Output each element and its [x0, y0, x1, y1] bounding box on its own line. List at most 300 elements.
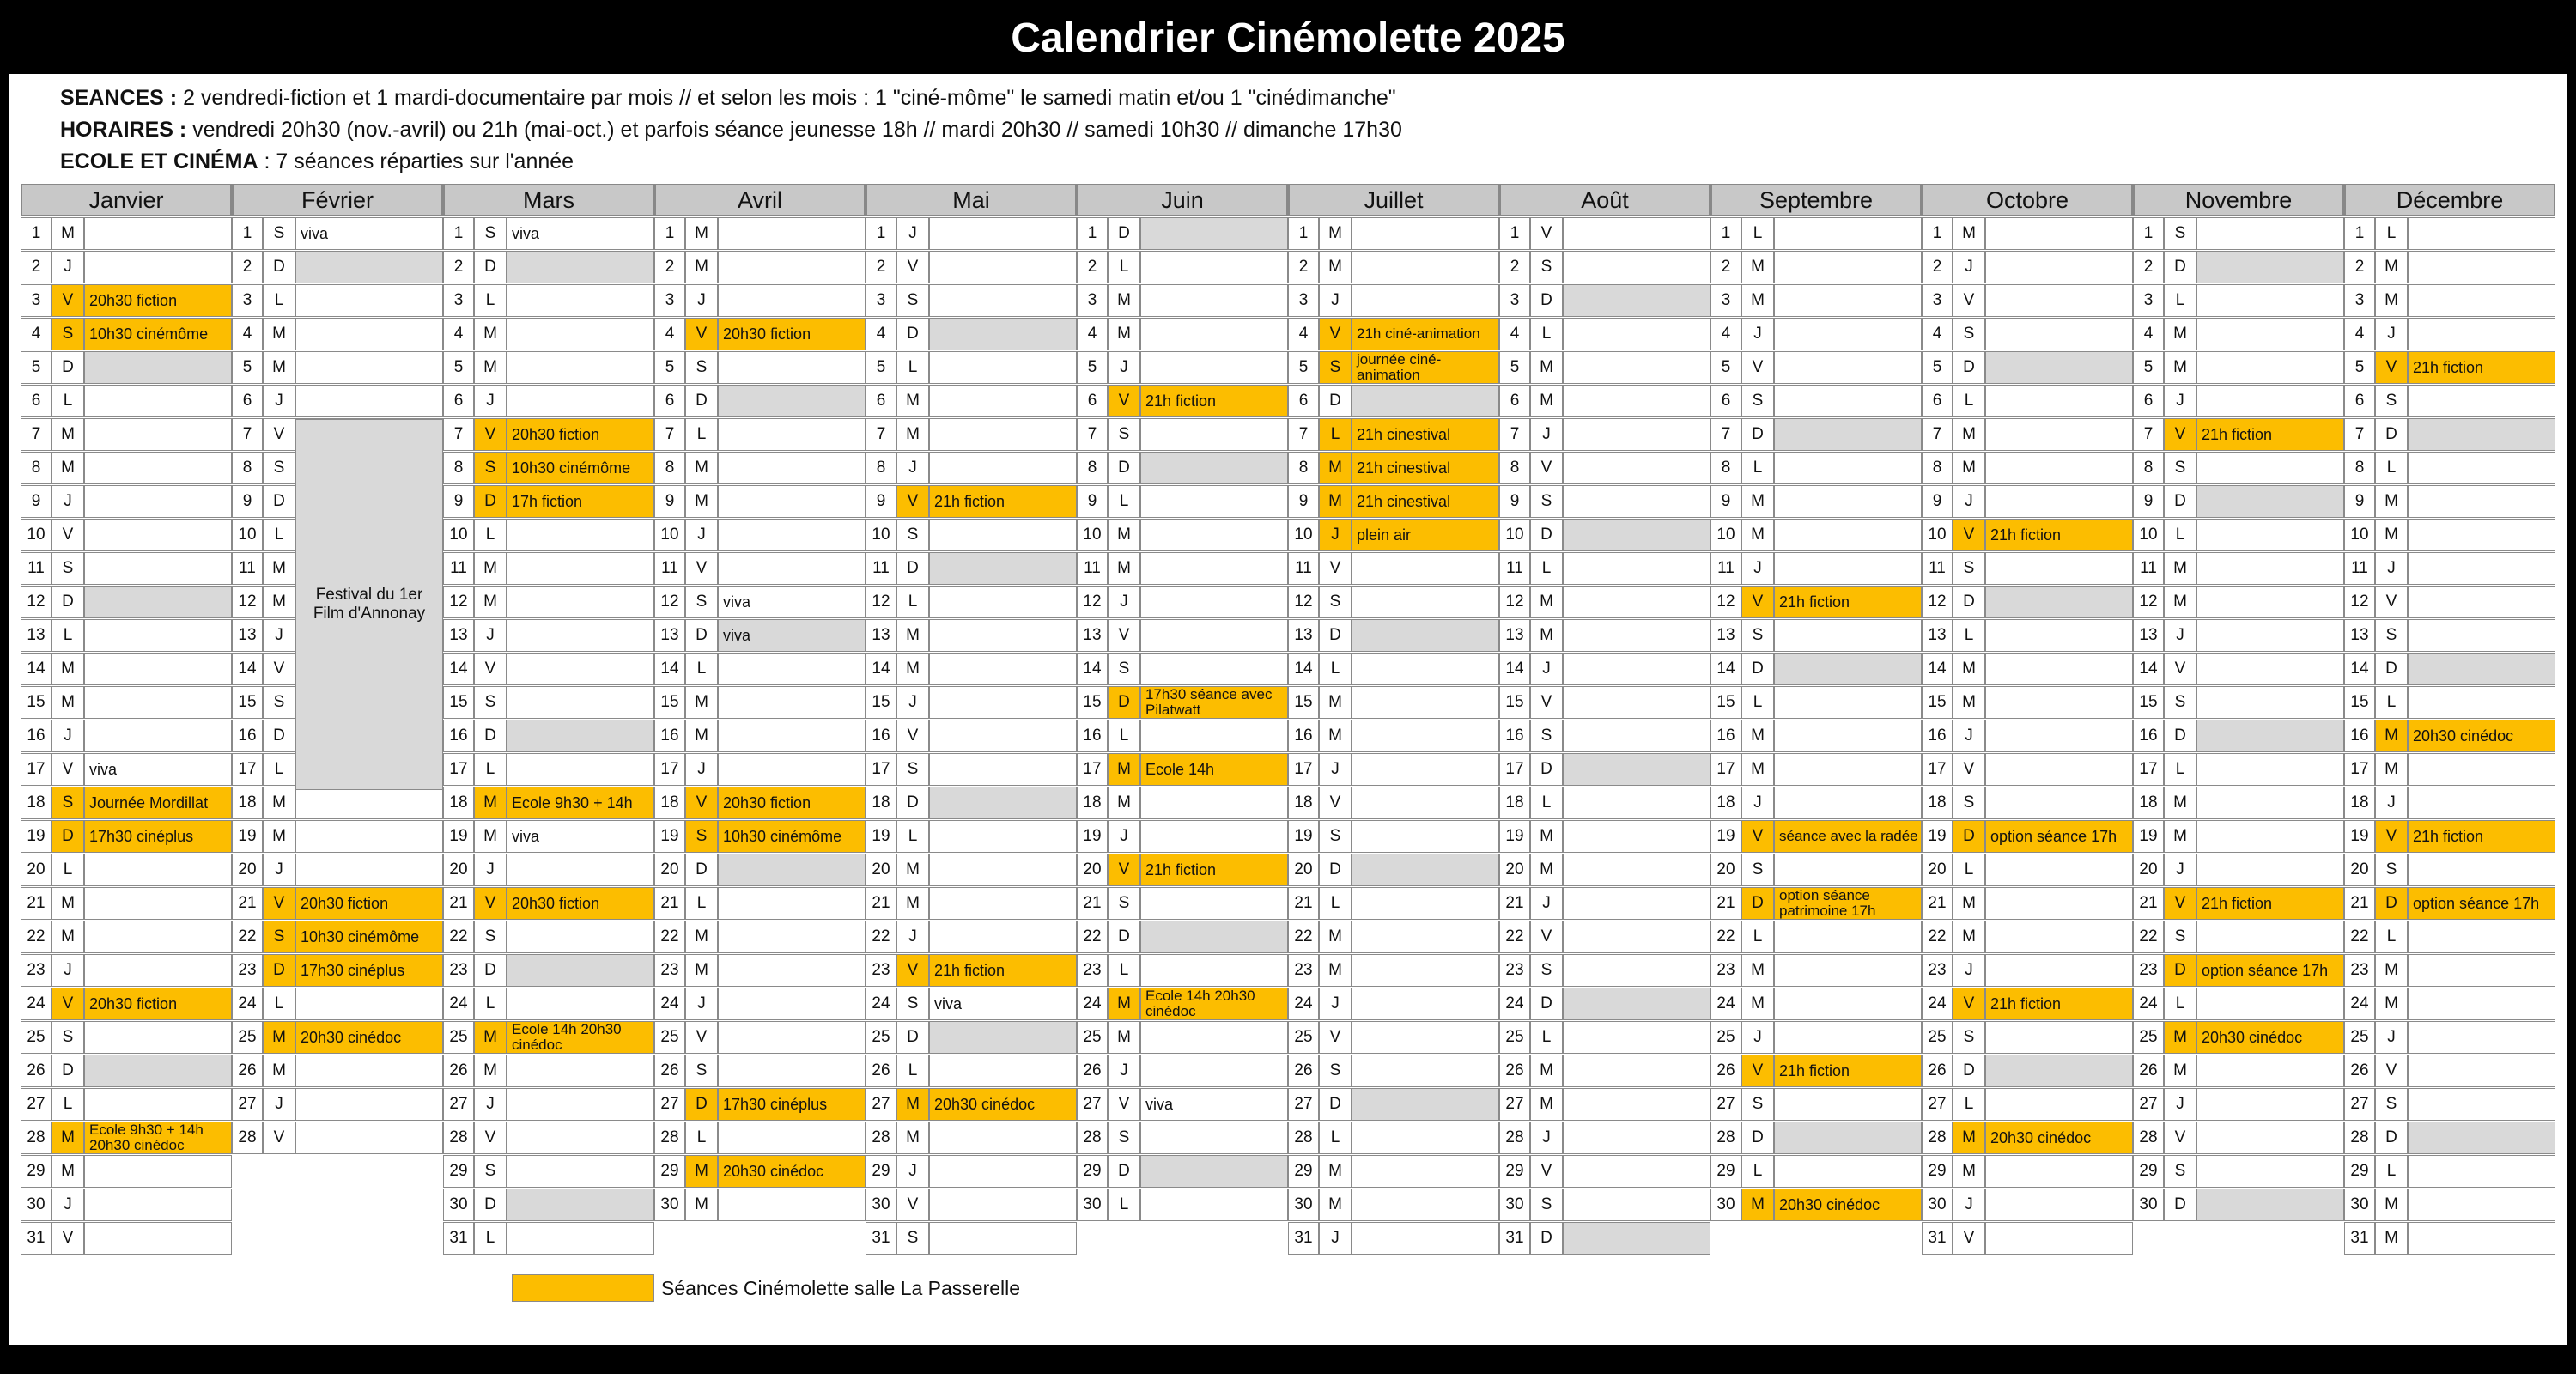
- day-event: [295, 854, 443, 886]
- day-letter: M: [1530, 1055, 1563, 1087]
- day-letter: M: [1319, 251, 1352, 283]
- day-number: 27: [2133, 1088, 2164, 1121]
- day-row: [1499, 551, 1710, 585]
- day-row: [443, 384, 654, 417]
- day-number: 25: [443, 1021, 474, 1054]
- day-number: 26: [866, 1055, 896, 1087]
- day-letter: M: [474, 318, 507, 350]
- day-event: [2196, 452, 2344, 484]
- day-letter: M: [2164, 351, 2196, 384]
- day-row: [654, 786, 866, 819]
- day-number: 14: [1288, 653, 1319, 685]
- day-number: 9: [1710, 485, 1741, 518]
- day-number: 22: [866, 921, 896, 953]
- day-letter: V: [1108, 854, 1140, 886]
- day-event: [84, 385, 232, 417]
- day-event: [1985, 284, 2133, 317]
- day-event: Ecole 14h 20h30 cinédoc: [1140, 988, 1288, 1020]
- day-row: [443, 283, 654, 317]
- day-number: 30: [1077, 1189, 1108, 1221]
- month-column: [443, 184, 654, 1255]
- day-number: 9: [1288, 485, 1319, 518]
- day-number: 28: [443, 1122, 474, 1154]
- day-event: [1563, 753, 1710, 786]
- day-letter: S: [1108, 653, 1140, 685]
- day-number: 4: [2344, 318, 2375, 350]
- day-event: [1774, 988, 1922, 1020]
- day-row: [2133, 752, 2344, 786]
- day-event: [929, 820, 1077, 853]
- day-event: [718, 1122, 866, 1154]
- day-letter: D: [52, 820, 84, 853]
- day-number: 10: [866, 519, 896, 551]
- day-row: [1922, 752, 2133, 786]
- day-event: 20h30 fiction: [718, 318, 866, 350]
- day-letter: M: [685, 251, 718, 283]
- day-letter: S: [1953, 552, 1985, 585]
- day-event: [84, 1088, 232, 1121]
- day-letter: V: [263, 1122, 295, 1154]
- day-event: [929, 351, 1077, 384]
- day-event: [1774, 217, 1922, 250]
- day-row: [1499, 1054, 1710, 1087]
- day-row: [21, 618, 232, 652]
- day-letter: V: [1319, 787, 1352, 819]
- day-number: 14: [232, 653, 263, 685]
- day-letter: M: [1319, 686, 1352, 719]
- day-event: [84, 619, 232, 652]
- day-row: [1077, 216, 1288, 250]
- day-row: [1710, 920, 1922, 953]
- day-letter: S: [2164, 921, 2196, 953]
- day-number: 3: [1922, 284, 1953, 317]
- day-event: [2408, 1189, 2555, 1221]
- day-letter: M: [685, 686, 718, 719]
- day-event: [1140, 485, 1288, 518]
- day-number: 16: [2344, 720, 2375, 752]
- day-event: [1563, 954, 1710, 987]
- day-letter: V: [896, 954, 929, 987]
- day-letter: L: [474, 753, 507, 786]
- day-number: 5: [1710, 351, 1741, 384]
- day-number: 30: [1710, 1189, 1741, 1221]
- day-row: [1288, 752, 1499, 786]
- day-event: [507, 552, 654, 585]
- day-row: [1922, 216, 2133, 250]
- day-row: [1922, 484, 2133, 518]
- day-row: [1288, 685, 1499, 719]
- day-number: 31: [2344, 1222, 2375, 1255]
- day-letter: D: [474, 485, 507, 518]
- day-number: 12: [232, 586, 263, 618]
- month-days: [232, 216, 443, 1154]
- day-number: 1: [1499, 217, 1530, 250]
- day-row: [2133, 719, 2344, 752]
- day-number: 28: [1499, 1122, 1530, 1154]
- day-letter: L: [685, 1122, 718, 1154]
- day-row: [654, 585, 866, 618]
- day-event: [507, 1055, 654, 1087]
- day-row: [654, 551, 866, 585]
- day-row: [1710, 1154, 1922, 1188]
- day-row: [1499, 484, 1710, 518]
- day-number: 21: [443, 887, 474, 920]
- day-number: 28: [1288, 1122, 1319, 1154]
- day-letter: M: [52, 921, 84, 953]
- day-event: [1140, 1021, 1288, 1054]
- day-row: [1922, 920, 2133, 953]
- day-row: [2344, 1154, 2555, 1188]
- day-event: [1563, 485, 1710, 518]
- day-row: [866, 953, 1077, 987]
- day-number: 18: [2344, 787, 2375, 819]
- day-event: [2196, 318, 2344, 350]
- day-event: [1140, 887, 1288, 920]
- day-row: [1077, 853, 1288, 886]
- day-letter: S: [2164, 217, 2196, 250]
- day-letter: V: [1530, 921, 1563, 953]
- day-event: [1774, 552, 1922, 585]
- day-number: 14: [1922, 653, 1953, 685]
- day-letter: L: [1530, 552, 1563, 585]
- day-row: [443, 920, 654, 953]
- day-event: [1140, 619, 1288, 652]
- day-row: [654, 1087, 866, 1121]
- title-bar: [0, 0, 2576, 76]
- day-letter: V: [474, 887, 507, 920]
- day-row: [443, 250, 654, 283]
- day-number: 4: [1499, 318, 1530, 350]
- day-event: [1563, 1189, 1710, 1221]
- day-letter: L: [1530, 787, 1563, 819]
- day-row: [866, 484, 1077, 518]
- day-letter: D: [1953, 1055, 1985, 1087]
- day-event: 20h30 cinédoc: [929, 1088, 1077, 1121]
- day-number: 8: [1710, 452, 1741, 484]
- day-row: [1288, 719, 1499, 752]
- day-number: 29: [1710, 1155, 1741, 1188]
- day-number: 22: [654, 921, 685, 953]
- day-letter: M: [2375, 485, 2408, 518]
- day-row: [232, 350, 443, 384]
- day-number: 28: [654, 1122, 685, 1154]
- day-event: [929, 887, 1077, 920]
- day-row: [443, 886, 654, 920]
- legend-swatch: [512, 1274, 654, 1302]
- day-letter: M: [1953, 1155, 1985, 1188]
- day-event: [1985, 552, 2133, 585]
- day-number: 13: [1922, 619, 1953, 652]
- day-row: [1922, 1154, 2133, 1188]
- month-column: [1288, 184, 1499, 1255]
- day-event: [84, 586, 232, 618]
- day-row: [654, 518, 866, 551]
- day-letter: D: [1741, 653, 1774, 685]
- day-row: [1499, 317, 1710, 350]
- day-event: [1352, 619, 1499, 652]
- day-event: [929, 217, 1077, 250]
- day-event: [1985, 753, 2133, 786]
- day-event: [929, 1122, 1077, 1154]
- day-row: [866, 618, 1077, 652]
- day-letter: L: [685, 418, 718, 451]
- day-row: [1710, 652, 1922, 685]
- day-number: 1: [1077, 217, 1108, 250]
- day-letter: D: [2375, 653, 2408, 685]
- day-letter: V: [2164, 887, 2196, 920]
- day-event: [929, 653, 1077, 685]
- day-event: [1985, 954, 2133, 987]
- day-number: 12: [1077, 586, 1108, 618]
- day-letter: S: [2375, 854, 2408, 886]
- day-letter: D: [1108, 921, 1140, 953]
- day-number: 1: [2344, 217, 2375, 250]
- day-row: [21, 451, 232, 484]
- day-event: [1140, 1189, 1288, 1221]
- day-letter: M: [263, 318, 295, 350]
- day-row: [2133, 317, 2344, 350]
- day-letter: M: [1530, 1088, 1563, 1121]
- day-letter: L: [1741, 1155, 1774, 1188]
- day-number: 27: [1922, 1088, 1953, 1121]
- day-row: [1077, 886, 1288, 920]
- day-number: 12: [2133, 586, 2164, 618]
- day-letter: J: [1108, 351, 1140, 384]
- day-letter: V: [2375, 586, 2408, 618]
- day-row: [1710, 685, 1922, 719]
- day-number: 25: [866, 1021, 896, 1054]
- day-letter: S: [2164, 686, 2196, 719]
- day-number: 24: [1710, 988, 1741, 1020]
- month-header: Avril: [654, 184, 866, 216]
- day-row: [1288, 920, 1499, 953]
- day-number: 23: [1077, 954, 1108, 987]
- day-event: [1985, 251, 2133, 283]
- day-row: [654, 920, 866, 953]
- day-row: [2344, 719, 2555, 752]
- day-row: [232, 786, 443, 819]
- day-letter: M: [896, 887, 929, 920]
- day-number: 16: [1077, 720, 1108, 752]
- day-letter: V: [52, 284, 84, 317]
- day-number: 22: [232, 921, 263, 953]
- day-event: [2408, 586, 2555, 618]
- day-event: [1985, 485, 2133, 518]
- day-letter: D: [896, 318, 929, 350]
- day-row: [2133, 853, 2344, 886]
- day-row: [1499, 752, 1710, 786]
- day-row: [2344, 1020, 2555, 1054]
- day-event: [295, 988, 443, 1020]
- day-number: 30: [2133, 1189, 2164, 1221]
- day-event: 21h cinestival: [1352, 418, 1499, 451]
- day-number: 2: [2344, 251, 2375, 283]
- day-number: 11: [1288, 552, 1319, 585]
- day-number: 9: [21, 485, 52, 518]
- day-event: [718, 217, 866, 250]
- day-number: 3: [2133, 284, 2164, 317]
- day-event: [929, 1222, 1077, 1255]
- day-event: [2196, 519, 2344, 551]
- day-letter: V: [1953, 753, 1985, 786]
- day-number: 27: [1710, 1088, 1741, 1121]
- day-row: [232, 1121, 443, 1154]
- day-number: 27: [866, 1088, 896, 1121]
- day-event: [1774, 954, 1922, 987]
- day-number: 24: [1288, 988, 1319, 1020]
- day-event: [2196, 1088, 2344, 1121]
- day-number: 5: [2133, 351, 2164, 384]
- day-event: [1563, 1222, 1710, 1255]
- day-event: [1563, 351, 1710, 384]
- day-row: [21, 317, 232, 350]
- legend: [512, 1274, 1020, 1302]
- day-number: 7: [232, 418, 263, 451]
- day-letter: M: [263, 1021, 295, 1054]
- calendar-sheet: [9, 74, 2567, 1345]
- month-column: [1077, 184, 1288, 1255]
- day-number: 19: [654, 820, 685, 853]
- day-number: 11: [443, 552, 474, 585]
- day-event: [1352, 552, 1499, 585]
- day-row: [1499, 886, 1710, 920]
- day-letter: V: [2375, 820, 2408, 853]
- day-letter: D: [1530, 284, 1563, 317]
- day-letter: J: [1319, 1222, 1352, 1255]
- day-row: [1288, 1188, 1499, 1221]
- day-row: [232, 819, 443, 853]
- day-row: [2133, 1054, 2344, 1087]
- day-row: [2344, 1121, 2555, 1154]
- day-number: 12: [443, 586, 474, 618]
- day-letter: M: [2375, 519, 2408, 551]
- day-event: [507, 1189, 654, 1221]
- day-row: [1288, 484, 1499, 518]
- day-number: 15: [443, 686, 474, 719]
- day-row: [2344, 953, 2555, 987]
- day-row: [1288, 585, 1499, 618]
- day-letter: M: [474, 1021, 507, 1054]
- day-event: [2408, 217, 2555, 250]
- day-row: [2344, 987, 2555, 1020]
- day-event: 21h fiction: [2196, 418, 2344, 451]
- day-row: [2133, 1087, 2344, 1121]
- day-number: 9: [1499, 485, 1530, 518]
- day-row: [1288, 987, 1499, 1020]
- month-header: Janvier: [21, 184, 232, 216]
- day-letter: J: [1319, 519, 1352, 551]
- day-letter: L: [1741, 452, 1774, 484]
- day-letter: S: [1108, 1122, 1140, 1154]
- day-number: 3: [1077, 284, 1108, 317]
- day-row: [1710, 1121, 1922, 1154]
- day-row: [1922, 819, 2133, 853]
- day-letter: M: [52, 887, 84, 920]
- day-row: [2344, 685, 2555, 719]
- day-number: 17: [1288, 753, 1319, 786]
- day-row: [1710, 350, 1922, 384]
- day-number: 3: [654, 284, 685, 317]
- day-row: [443, 618, 654, 652]
- day-event: [1563, 452, 1710, 484]
- day-number: 4: [1710, 318, 1741, 350]
- day-row: [2344, 1054, 2555, 1087]
- day-letter: D: [52, 351, 84, 384]
- day-event: 21h ciné-animation: [1352, 318, 1499, 350]
- day-row: [2133, 451, 2344, 484]
- day-row: [2133, 551, 2344, 585]
- day-letter: V: [1319, 552, 1352, 585]
- day-number: 6: [2133, 385, 2164, 417]
- day-event: [2196, 1055, 2344, 1087]
- day-event: 20h30 fiction: [84, 988, 232, 1020]
- day-event: [507, 385, 654, 417]
- day-number: 19: [443, 820, 474, 853]
- day-letter: D: [474, 954, 507, 987]
- day-event: [1774, 1155, 1922, 1188]
- day-letter: M: [1741, 284, 1774, 317]
- day-event: Journée Mordillat: [84, 787, 232, 819]
- day-number: 7: [443, 418, 474, 451]
- day-event: [929, 251, 1077, 283]
- day-event: [1140, 251, 1288, 283]
- month-column: [654, 184, 866, 1255]
- day-row: [1922, 1087, 2133, 1121]
- day-letter: L: [1108, 720, 1140, 752]
- day-event: [2196, 284, 2344, 317]
- day-number: 3: [232, 284, 263, 317]
- day-letter: S: [2375, 619, 2408, 652]
- day-number: 30: [1288, 1189, 1319, 1221]
- day-letter: L: [2164, 988, 2196, 1020]
- day-number: 9: [2344, 485, 2375, 518]
- day-event: [507, 1222, 654, 1255]
- day-event: [507, 720, 654, 752]
- day-row: [21, 250, 232, 283]
- day-row: [1288, 618, 1499, 652]
- day-number: 23: [1922, 954, 1953, 987]
- day-letter: J: [52, 251, 84, 283]
- day-row: [1710, 752, 1922, 786]
- day-number: 1: [443, 217, 474, 250]
- day-row: [1288, 1154, 1499, 1188]
- day-row: [1077, 451, 1288, 484]
- day-row: [2133, 585, 2344, 618]
- day-row: [866, 551, 1077, 585]
- day-letter: M: [1319, 452, 1352, 484]
- day-letter: M: [263, 820, 295, 853]
- day-letter: M: [2375, 720, 2408, 752]
- day-row: [1077, 384, 1288, 417]
- month-days: [2133, 216, 2344, 1221]
- day-letter: M: [896, 385, 929, 417]
- day-event: [507, 251, 654, 283]
- day-row: [866, 819, 1077, 853]
- day-event: viva: [929, 988, 1077, 1020]
- day-number: 16: [866, 720, 896, 752]
- day-row: [654, 317, 866, 350]
- day-event: [929, 1189, 1077, 1221]
- day-row: [1499, 451, 1710, 484]
- day-letter: V: [1108, 385, 1140, 417]
- day-row: [1288, 250, 1499, 283]
- day-letter: S: [1319, 351, 1352, 384]
- day-number: 4: [1077, 318, 1108, 350]
- day-number: 8: [1499, 452, 1530, 484]
- day-number: 17: [443, 753, 474, 786]
- day-number: 6: [654, 385, 685, 417]
- day-number: 9: [654, 485, 685, 518]
